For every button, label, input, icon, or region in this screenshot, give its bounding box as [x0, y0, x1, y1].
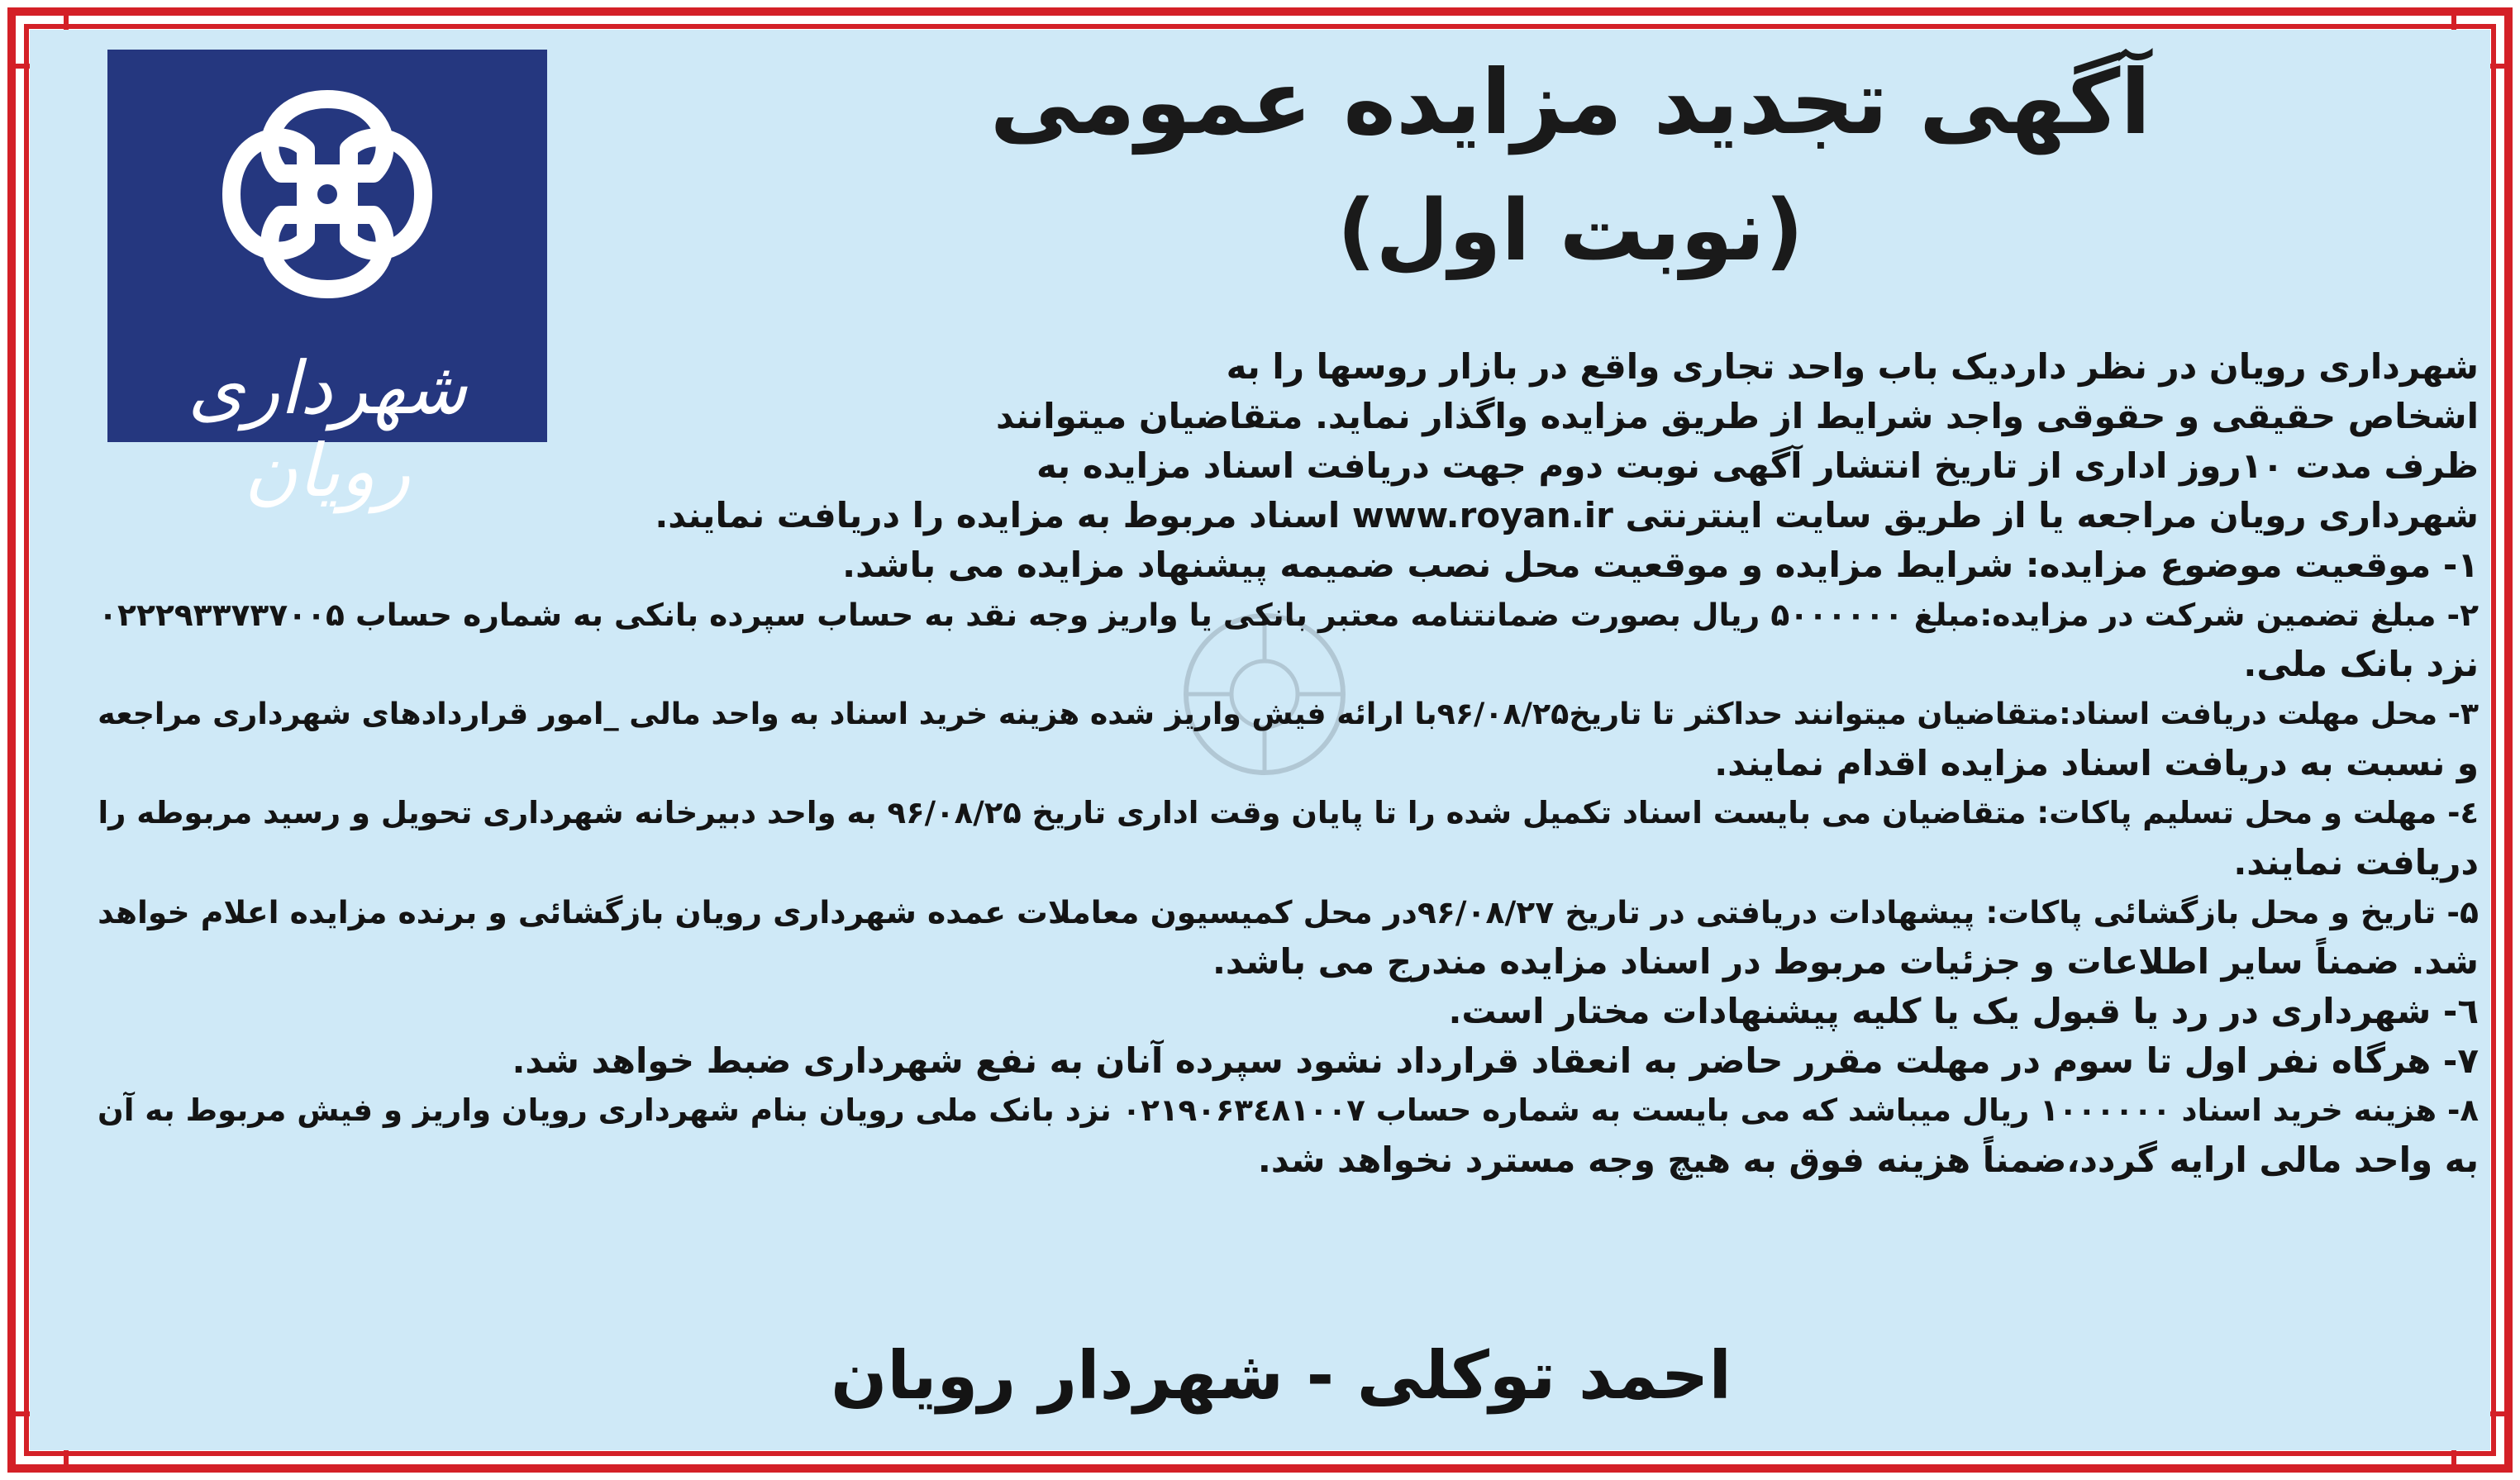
notice-subtitle: (نوبت اول): [1336, 182, 1804, 280]
item-8-cont: به واحد مالی ارایه گردد،ضمناً هزینه فوق به هیچ وجه مسترد نخواهد شد.: [1257, 1140, 2479, 1180]
item-5: ۵- تاریخ و محل بازگشائی پاکات: پیشهادات دریافتی در تاریخ ۹۶/۰۸/۲۷در محل کمیسیون معاملات عمده شهرداری رویان بازگشائی و برنده مزایده اعلام خواهد: [98, 894, 2479, 930]
intro-line-4: شهرداری رویان مراجعه یا از طریق سایت اینترنتی www.royan.ir اسناد مربوط به مزایده را دریافت نمایند.: [655, 495, 2479, 535]
royan-municipality-logo: [107, 50, 547, 513]
signature: احمد توکلی - شهردار رویان: [831, 1337, 1732, 1414]
item-3-cont: و نسبت به دریافت اسناد مزایده اقدام نمایند.: [1714, 743, 2479, 783]
item-2-cont: نزد بانک ملی.: [2243, 644, 2479, 684]
item-4: ٤- مهلت و محل تسلیم پاکات: متقاضیان می بایست اسناد تکمیل شده را تا پایان وقت اداری تاریخ ۹۶/۰۸/۲۵ به واحد دبیرخانه شهرداری تحویل و رسید مربوطه را: [98, 795, 2479, 830]
item-8: ۸- هزینه خرید اسناد ۱۰۰۰۰۰۰ ریال میباشد که می بایست به شماره حساب ۰۲۱۹۰۶۳٤۸۱۰۰۷ نزد بانک ملی رویان بنام شهرداری رویان واریز و فیش مربوط به آن: [98, 1092, 2479, 1128]
item-2: ۲- مبلغ تضمین شرکت در مزایده:مبلغ ۵۰۰۰۰۰۰ ریال بصورت ضمانتنامه معتبر بانکی یا واریز وجه نقد به حساب سپرده بانکی به شماره حساب ۰۲۲۲۹۳۳۷۳۷۰۰۵: [98, 597, 2479, 633]
item-1: ۱- موقعیت موضوع مزایده: شرایط مزایده و موقعیت محل نصب ضمیمه پیشنهاد مزایده می باشد.: [842, 545, 2479, 585]
logo-text: شهرداری رویان: [188, 345, 467, 513]
item-4-cont: دریافت نمایند.: [2233, 842, 2479, 883]
intro-line-3: ظرف مدت ۱۰روز اداری از تاریخ انتشار آگهی نوبت دوم جهت دریافت اسناد مزایده به: [1036, 445, 2479, 486]
notice-title: آگهی تجدید مزایده عمومی: [989, 51, 2151, 155]
item-7: ۷- هرگاه نفر اول تا سوم در مهلت مقرر حاضر به انعقاد قرارداد نشود سپرده آنان به نفع شهرداری ضبط خواهد شد.: [512, 1040, 2479, 1081]
item-6: ٦- شهرداری در رد یا قبول یک یا کلیه پیشنهادات مختار است.: [1448, 991, 2479, 1031]
item-3: ۳- محل مهلت دریافت اسناد:متقاضیان میتوانند حداکثر تا تاریخ۹۶/۰۸/۲۵با ارائه فیش واریز شده هزینه خرید اسناد به واحد مالی _امور قراردادهای شهرداری مراجعه: [98, 696, 2479, 731]
item-5-cont: شد. ضمناً سایر اطلاعات و جزئیات مربوط در اسناد مزایده مندرج می باشد.: [1212, 941, 2479, 982]
intro-line-1: شهرداری رویان در نظر داردیک باب واحد تجاری واقع در بازار روسها را به: [1226, 346, 2479, 387]
intro-line-2: اشخاص حقیقی و حقوقی واجد شرایط از طریق مزایده واگذار نماید. متقاضیان میتوانند: [996, 396, 2479, 436]
